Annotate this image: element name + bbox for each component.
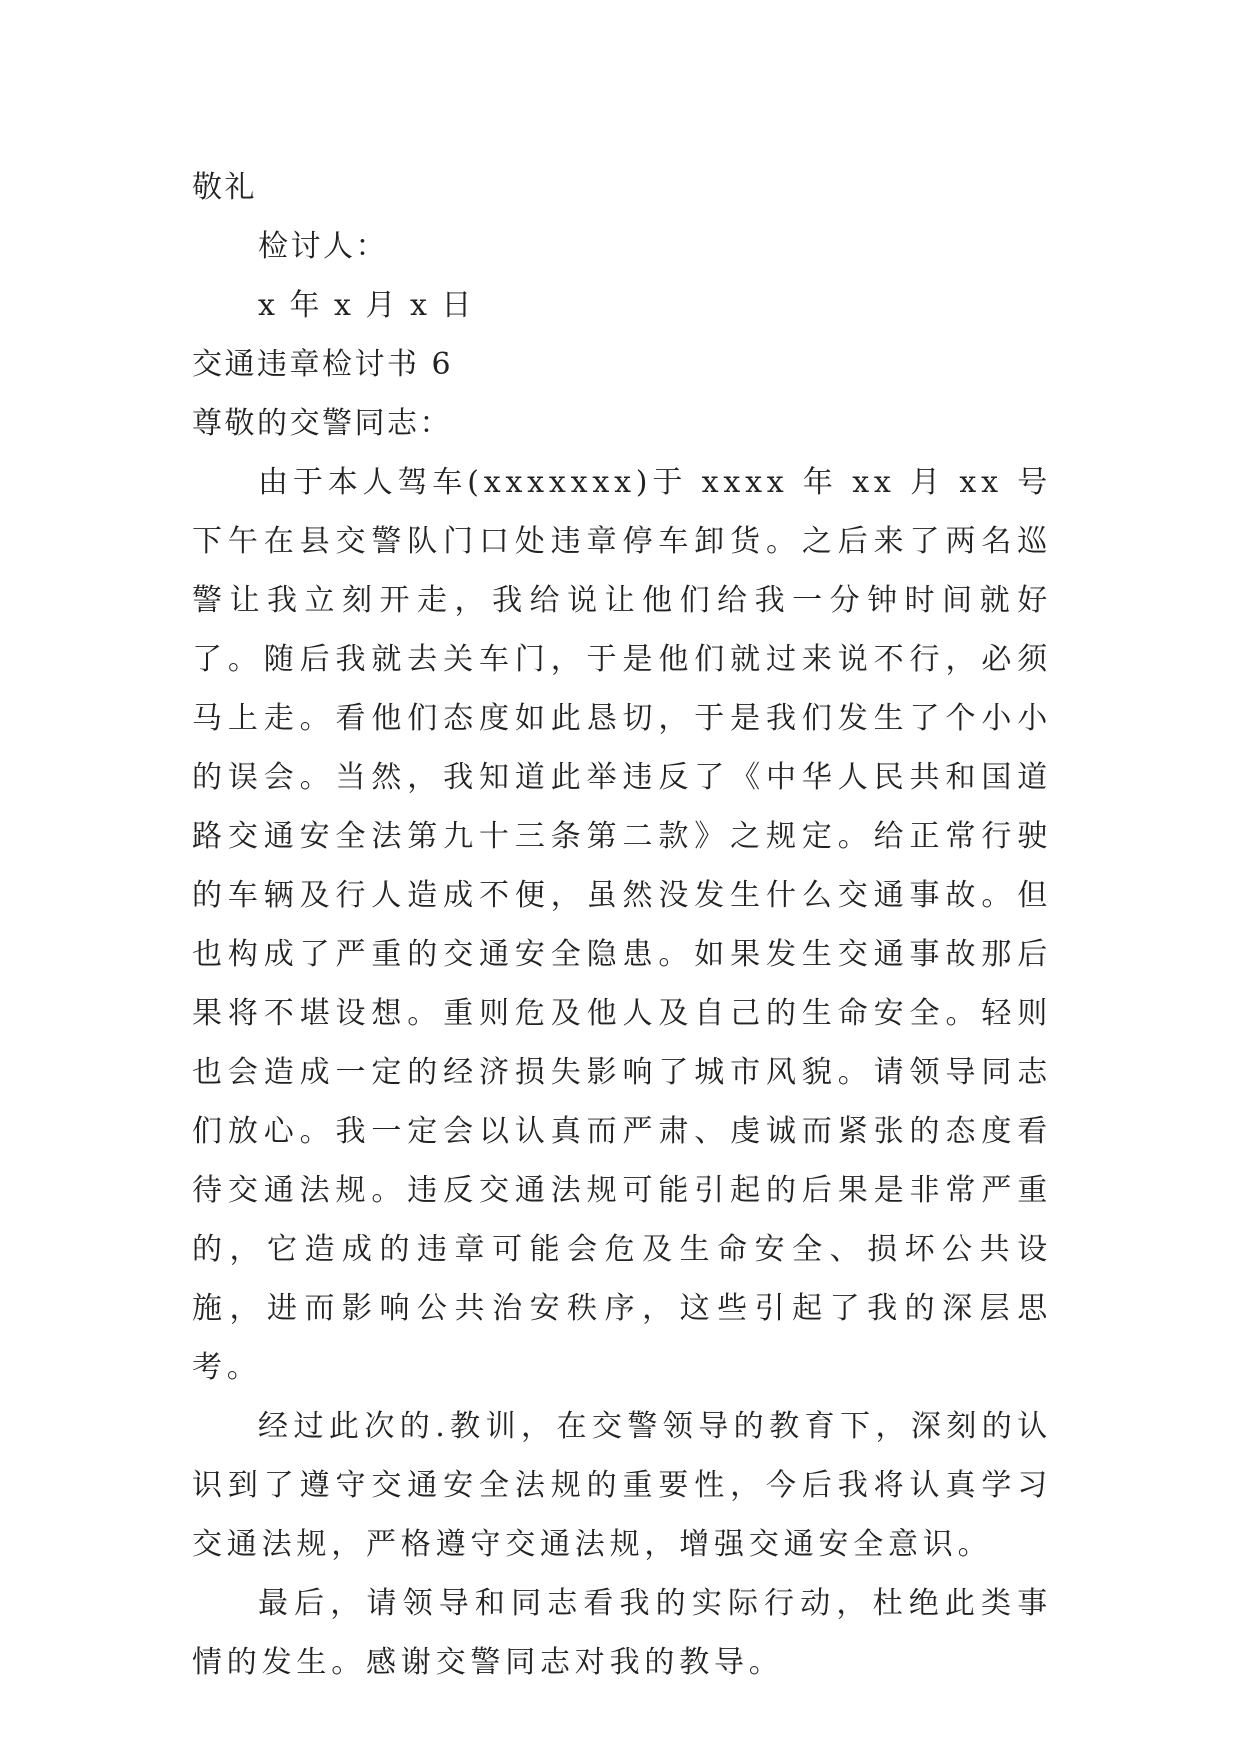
body-paragraph: 由于本人驾车(xxxxxxx)于 xxxx 年 xx 月 xx 号下午在县交警队门口处违章停车卸货。之后来了两名巡警让我立刻开走，我给说让他们给我一分钟时间就好了。随后我就去关车门，于是他们就过来说不行，必须马上走。看他们态度如此恳切，于是我们发生了个小小的误会。当然，我知道此举违反了《中华人民共和国道路交通安全法第九十三条第二款》之规定。给正常行驶的车辆及行人造成不便，虽然没发生什么交通事故。但也构成了严重的交通安全隐患。如果发生交通事故那后果将不堪设想。重则危及他人及自己的生命安全。轻则也会造成一定的经济损失影响了城市风貌。请领导同志们放心。我一定会以认真而严肃、虔诚而紧张的态度看待交通法规。违反交通法规可能引起的后果是非常严重的，它造成的违章可能会危及生命安全、损坏公共设施，进而影响公共治安秩序，这些引起了我的深层思考。 [192,465,1052,1385]
body-paragraph: 最后，请领导和同志看我的实际行动，杜绝此类事情的发生。感谢交警同志对我的教导。 [192,1586,1052,1680]
signer-label: 检讨人： [258,229,388,264]
body-paragraph: 经过此次的.教训，在交警领导的教育下，深刻的认识到了遵守交通安全法规的重要性，今后我将认真学习交通法规，严格遵守交通法规，增强交通安全意识。 [192,1409,1052,1562]
document-body [192,158,1052,1692]
document-title: 交通违章检讨书 6 [192,347,454,382]
signature-date: x 年 x 月 x 日 [258,288,474,323]
closing-text: 敬礼 [192,170,257,205]
salutation: 尊敬的交警同志： [192,406,452,441]
